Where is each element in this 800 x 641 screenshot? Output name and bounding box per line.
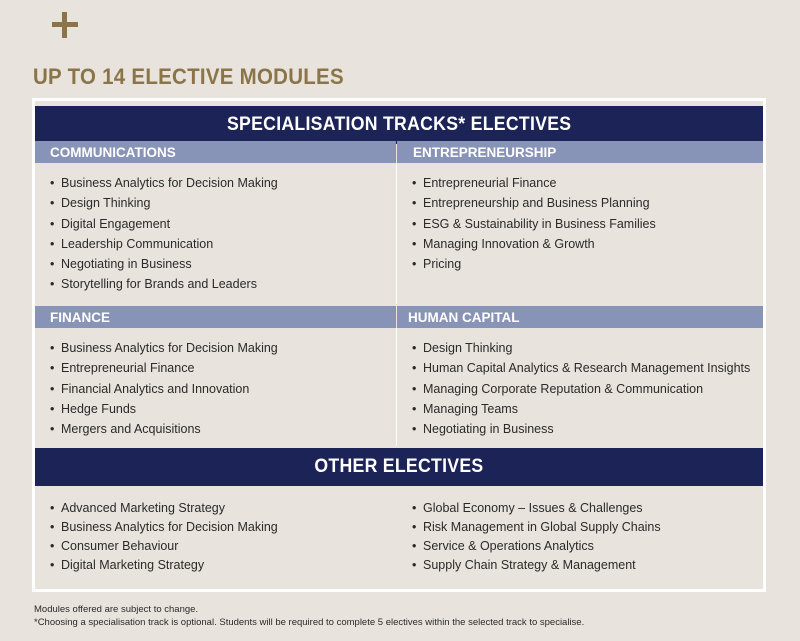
electives-panel [32, 98, 766, 592]
other-list-left [50, 499, 278, 575]
other-list-right [412, 499, 661, 575]
list-item: • Pricing [412, 254, 656, 274]
track-list-human-capital [412, 338, 750, 439]
track-header-human-capital [397, 306, 763, 328]
list-item: • Managing Innovation & Growth [412, 234, 656, 254]
list-item: • Design Thinking [50, 193, 278, 213]
track-title: HUMAN CAPITAL [408, 309, 520, 325]
list-item: • Service & Operations Analytics [412, 537, 661, 556]
track-title: FINANCE [50, 309, 110, 325]
list-item: • Human Capital Analytics & Research Management Insights [412, 358, 750, 378]
electives-panel-inner [35, 101, 763, 589]
list-item: • Managing Corporate Reputation & Communication [412, 379, 750, 399]
list-item: • Business Analytics for Decision Making [50, 518, 278, 537]
plus-icon [52, 12, 78, 38]
track-list-communications [50, 173, 278, 295]
list-item: • Managing Teams [412, 399, 750, 419]
other-electives-header [35, 448, 763, 486]
footnote-specialisation: *Choosing a specialisation track is optional. Students will be required to complete 5 electives within the selected track to specialise. [34, 617, 585, 628]
footnote-change: Modules offered are subject to change. [34, 604, 199, 615]
page-heading: UP TO 14 ELECTIVE MODULES [33, 64, 344, 89]
track-header-entrepreneurship [397, 141, 763, 163]
specialisation-title: SPECIALISATION TRACKS* ELECTIVES [226, 114, 572, 135]
list-item: • Negotiating in Business [412, 419, 750, 439]
list-item: • Hedge Funds [50, 399, 278, 419]
other-electives-title: OTHER ELECTIVES [314, 456, 484, 477]
track-list-entrepreneurship [412, 173, 656, 274]
list-item: • Negotiating in Business [50, 254, 278, 274]
track-header-finance [35, 306, 396, 328]
list-item: • Supply Chain Strategy & Management [412, 556, 661, 575]
track-header-communications [35, 141, 396, 163]
list-item: • Entrepreneurship and Business Planning [412, 193, 656, 213]
list-item: • Consumer Behaviour [50, 537, 278, 556]
list-item: • Risk Management in Global Supply Chains [412, 518, 661, 537]
list-item: • Financial Analytics and Innovation [50, 379, 278, 399]
track-list-finance [50, 338, 278, 439]
list-item: • ESG & Sustainability in Business Families [412, 214, 656, 234]
list-item: • Leadership Communication [50, 234, 278, 254]
list-item: • Entrepreneurial Finance [50, 358, 278, 378]
list-item: • Design Thinking [412, 338, 750, 358]
list-item: • Global Economy – Issues & Challenges [412, 499, 661, 518]
track-title: ENTREPRENEURSHIP [413, 144, 557, 160]
list-item: • Business Analytics for Decision Making [50, 173, 278, 193]
list-item: • Storytelling for Brands and Leaders [50, 274, 278, 294]
list-item: • Mergers and Acquisitions [50, 419, 278, 439]
list-item: • Digital Engagement [50, 214, 278, 234]
track-title: COMMUNICATIONS [50, 144, 176, 160]
column-divider [396, 328, 397, 446]
list-item: • Digital Marketing Strategy [50, 556, 278, 575]
list-item: • Advanced Marketing Strategy [50, 499, 278, 518]
list-item: • Entrepreneurial Finance [412, 173, 656, 193]
column-divider [396, 163, 397, 304]
list-item: • Business Analytics for Decision Making [50, 338, 278, 358]
specialisation-header [35, 106, 763, 144]
